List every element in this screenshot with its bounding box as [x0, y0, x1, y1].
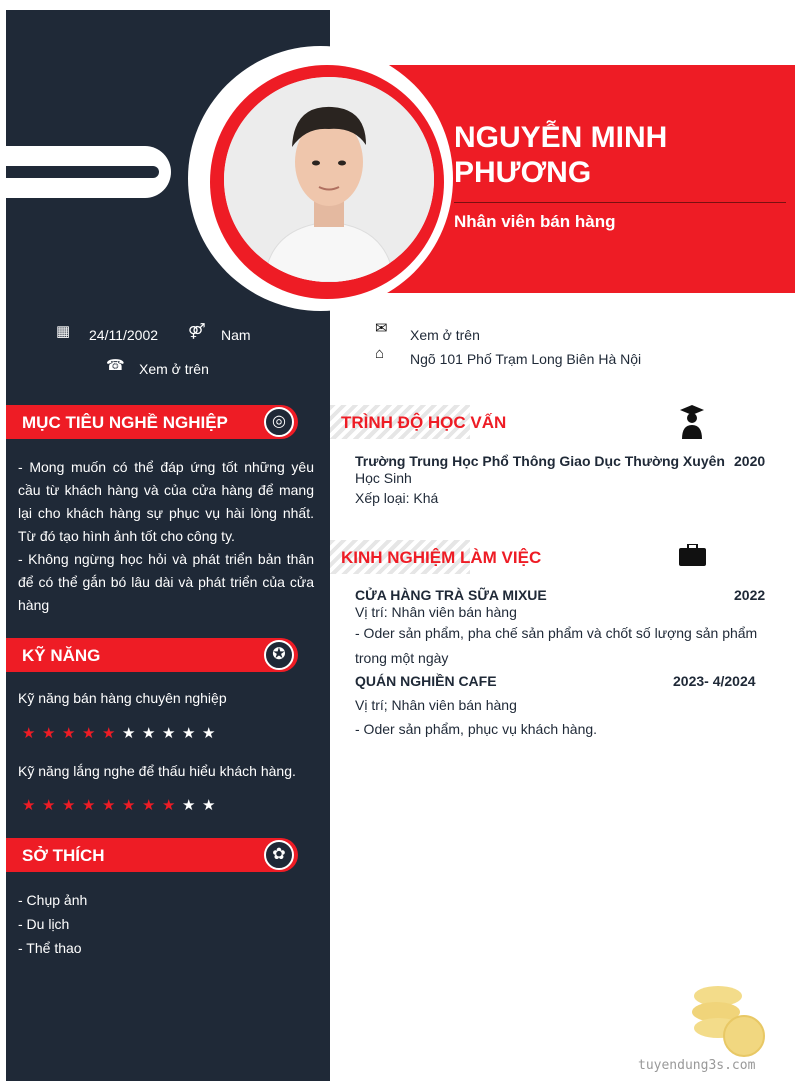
job-period: 2023- 4/2024	[673, 673, 756, 689]
hobby-item: - Chụp ảnh	[18, 892, 88, 908]
briefcase-icon	[679, 544, 706, 566]
graduate-icon	[680, 405, 704, 439]
education-year: 2020	[734, 453, 766, 469]
skills-header	[6, 638, 298, 672]
star-filled-icon: ★	[82, 797, 96, 814]
job-description: - Oder sản phẩm, phục vụ khách hàng.	[355, 721, 598, 737]
star-filled-icon: ★	[62, 725, 76, 742]
phone-icon: ☎	[106, 357, 125, 374]
star-filled-icon: ★	[62, 797, 76, 814]
education-title: TRÌNH ĐỘ HỌC VẤN	[341, 413, 507, 432]
hobby-item: - Du lịch	[18, 916, 70, 932]
hobby-item: - Thể thao	[18, 940, 82, 956]
email-value: Xem ở trên	[410, 327, 480, 343]
gender-value: Nam	[221, 327, 251, 343]
coins-icon	[688, 978, 768, 1058]
home-icon: ⌂	[375, 345, 385, 362]
avatar	[224, 77, 434, 282]
star-filled-icon: ★	[82, 725, 96, 742]
star-empty-icon: ★	[182, 725, 196, 742]
star-empty-icon: ★	[202, 797, 216, 814]
job-position: Vị trí; Nhân viên bán hàng	[355, 697, 517, 713]
address-value: Ngõ 101 Phố Trạm Long Biên Hà Nội	[410, 351, 642, 367]
objective-header	[6, 405, 298, 439]
name-divider	[454, 202, 786, 203]
star-filled-icon: ★	[102, 797, 116, 814]
star-filled-icon: ★	[142, 797, 156, 814]
candidate-name: NGUYỄN MINH PHƯƠNG	[454, 121, 668, 189]
skill-label: Kỹ năng bán hàng chuyên nghiệp	[18, 690, 227, 706]
palette-icon: ✿	[264, 840, 294, 870]
person-portrait-icon	[224, 77, 434, 282]
hobbies-header	[6, 838, 298, 872]
star-empty-icon: ★	[202, 725, 216, 742]
job-company: CỬA HÀNG TRÀ SỮA MIXUE	[355, 587, 547, 603]
star-filled-icon: ★	[42, 725, 56, 742]
target-icon: ◎	[264, 407, 294, 437]
gender-icon: ⚤	[188, 323, 206, 340]
education-grade: Xếp loại: Khá	[355, 490, 439, 506]
decor-tab-inner	[6, 166, 159, 178]
envelope-icon: ✉	[375, 320, 388, 337]
school-name: Trường Trung Học Phổ Thông Giao Dục Thường Xuyên	[355, 453, 725, 469]
phone-value: Xem ở trên	[139, 361, 209, 377]
star-filled-icon: ★	[162, 797, 176, 814]
skill-label: Kỹ năng lắng nghe để thấu hiểu khách hàng.	[18, 763, 296, 779]
job-description: - Oder sản phẩm, pha chế sản phẩm và chốt số lượng sản phẩm trong một ngày	[355, 625, 758, 666]
skills-title: KỸ NĂNG	[22, 646, 101, 665]
star-empty-icon: ★	[142, 725, 156, 742]
skills-icon: ✪	[264, 640, 294, 670]
star-filled-icon: ★	[22, 797, 36, 814]
star-filled-icon: ★	[122, 797, 136, 814]
birthday-value: 24/11/2002	[89, 327, 159, 343]
job-title: Nhân viên bán hàng	[454, 212, 616, 231]
objective-title: MỤC TIÊU NGHỀ NGHIỆP	[22, 413, 228, 432]
education-degree: Học Sinh	[355, 470, 412, 486]
star-filled-icon: ★	[42, 797, 56, 814]
watermark: tuyendung3s.com	[638, 1058, 756, 1073]
job-period: 2022	[734, 587, 766, 603]
skill-rating	[22, 796, 222, 815]
experience-title: KINH NGHIỆM LÀM VIỆC	[341, 548, 542, 567]
star-filled-icon: ★	[102, 725, 116, 742]
star-empty-icon: ★	[182, 797, 196, 814]
job-company: QUÁN NGHIỀN CAFE	[355, 673, 497, 689]
hobbies-title: SỞ THÍCH	[22, 846, 105, 865]
calendar-icon: ▦	[56, 323, 71, 340]
job-position: Vị trí: Nhân viên bán hàng	[355, 604, 517, 620]
star-empty-icon: ★	[162, 725, 176, 742]
objective-text: - Mong muốn có thể đáp ứng tốt những yêu cầu từ khách hàng và của cửa hàng để mang lại cho khách hàng sự phục vụ hài lòng nhất. Từ đó tạo hình ảnh tốt cho công ty. - Không ngừng học hỏi và phát triển bản thân để có thể gắn bó lâu dài và phát triển của cửa hàng	[18, 459, 314, 613]
star-filled-icon: ★	[22, 725, 36, 742]
skill-rating	[22, 724, 222, 743]
star-empty-icon: ★	[122, 725, 136, 742]
